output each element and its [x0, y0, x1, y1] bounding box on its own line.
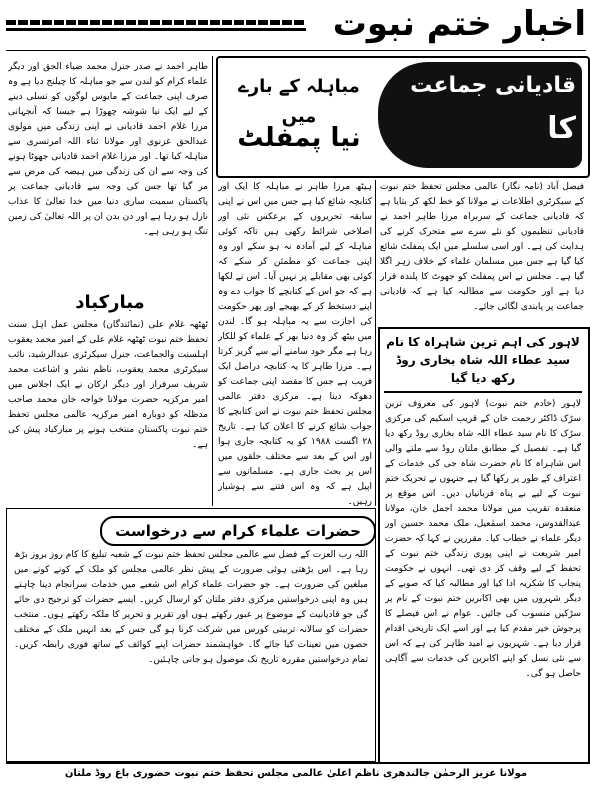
- congrats-heading: مبارکباد: [75, 292, 145, 313]
- column-rule-middle: [375, 180, 376, 506]
- headline-line-2: کا: [547, 111, 576, 146]
- appeal-title: حضرات علماء کرام سے درخواست: [115, 522, 361, 540]
- congrats-text: ٹھٹھہ غلام علی (نمائندگان) مجلس عمل اہل سنت تحفظ ختم نبوت ٹھٹھہ غلام علی کے امیر محمد یعقوب اہلسنت والجماعت، جنرل سیکرٹری عبدالرشید، نائب سیکرٹری محمد یعقوب، ناظم نشر و اشاعت محمد شریف سرفراز اور دیگر ارکان نے ایک اجلاس میں امیر مرکزیہ حضرت مولانا خواجہ خان محمد صاحب مدظلہ کو دوبارہ امیر مرکزیہ عالمی مجلس تحفظ ختم نبوت پاکستان منتخب ہونے پر مبارکباد پیش کی ہے۔: [8, 320, 208, 450]
- right-article: [380, 180, 584, 320]
- masthead-divider: [6, 50, 586, 51]
- headline-box: [216, 56, 590, 178]
- appeal-title-box: [100, 516, 376, 546]
- middle-article: [218, 180, 372, 506]
- road-article-text: لاہور (خادم ختم نبوت) لاہور کی معروف ترین سڑک ڈاکٹر رحمت خان کے قریب اسکیم کی مرکزی سڑک کا نام سید عطاء اللہ شاہ بخاری روڈ رکھ دیا گیا ہے۔ تفصیل کے مطابق ملتان روڈ سے ملتے والی اس شاہراہ کا نام حضرت شاہ جی کی خدمات کے اعتراف کے طور پر رکھا گیا ہے جنہوں نے تحریک ختم نبوت کے لیے بے پناہ قربانیاں دیں۔ اس موقع پر منعقدہ تقریب میں مولانا محمد اجمل خان، مولانا عبدالقدوس، محمد اسمٰعیل، ملک محمد حسین اور دیگر علماء نے خطاب کیا۔ مقررین نے کہا کہ حضرت امیر شریعت نے اپنی پوری زندگی ختم نبوت کے تحفظ کے لیے وقف کر دی تھی۔ انہوں نے حکومت پنجاب کا شکریہ ادا کیا اور مطالبہ کیا کہ صوبے کے دیگر شہروں میں بھی اکابرین ختم نبوت کے نام پر سڑکیں منسوب کی جائیں۔ عوام نے اس فیصلے کا پرجوش خیر مقدم کیا ہے اور اسے ایک تاریخی اقدام قرار دیا ہے۔ شہریوں نے امید ظاہر کی ہے کہ اس سے نئی نسل کو اپنے اکابرین کی خدمات سے آگاہی حاصل ہو گی۔: [385, 399, 581, 679]
- road-headline: لاہور کی اہم ترین شاہراہ کا نام سید عطاء اللہ شاہ بخاری روڈ رکھ دیا گیا: [386, 335, 580, 385]
- masthead-rule-thin: [6, 28, 306, 31]
- middle-article-text: ہیٹھ مرزا طاہر نے مباہلہ کا ایک اور کتابچہ شائع کیا ہے جس میں اس نے اپنی سابقہ تحریروں کے برعکس نئی اور اصلاحی شرائط رکھی ہیں تاکہ کوئی مباہلہ کے لیے آمادہ نہ ہو سکے اور وہ اپنی جماعت کو مطمئن کر سکے کہ کوئی بھی مقابلے پر نہیں آیا۔ اس نے لکھا ہے کہ جو اس کے کتابچے کا جواب دے وہ اپنے دستخط کر کے بھیجے اور پھر حکومت کی اجازت سے یہ مباہلہ ہو گا۔ لندن میں بیٹھ کر وہ دنیا بھر کے علماء کو للکار رہا ہے مگر خود سامنے آنے سے گریز کرتا ہے۔ مرزا طاہر کا یہ کتابچہ دراصل ایک فریب ہے جس کا مقصد اپنی جماعت کو دھوکہ دینا ہے۔ مرکزی دفتر عالمی مجلس تحفظ ختم نبوت نے اس کتابچے کا جواب شائع کرنے کا اعلان کیا ہے۔ تاریخ ۲۸ اگست ۱۹۸۸ کو یہ کتابچہ جاری ہوا اور اس کے بعد سے مختلف حلقوں میں اس پر بحث جاری ہے۔ مسلمانوں سے اپیل ہے کہ وہ اس فتنے سے ہوشیار رہیں۔: [218, 182, 372, 506]
- left-article: [8, 60, 208, 282]
- headline-line-3: مباہلہ کے بارے میں: [238, 76, 360, 127]
- road-news-box: [378, 327, 590, 764]
- appeal-text: اللہ رب العزت کے فضل سے عالمی مجلس تحفظ ختم نبوت کے شعبہ تبلیغ کا کام روز بروز بڑھ رہا ہے۔ اس بڑھتی ہوئی ضرورت کے پیش نظر عالمی مجلس کو ملک کے کونے کونے میں مبلغین کی ضرورت ہے۔ جو حضرات علماء کرام اس شعبے میں خدمات سرانجام دینا چاہتے ہیں وہ اپنی درخواستیں مرکزی دفتر ملتان کو ارسال کریں۔ ایسے حضرات کو ترجیح دی جائے گی جو قادیانیت کے موضوع پر عبور رکھتے ہوں اور تقریر و تحریر کا ملکہ رکھتے ہوں۔ منتخب حضرات کو سالانہ تربیتی کورس میں شرکت کرنا ہو گی جس کے بعد انہیں ملک کے مختلف حصوں میں تعینات کیا جائے گا۔ خواہشمند حضرات اپنے کوائف کے ساتھ فوری رابطہ کریں۔ تمام درخواستیں مقررہ تاریخ تک موصول ہو جانی چاہئیں۔: [14, 550, 368, 665]
- left-article-text: طاہر احمد نے صدر جنرل محمد ضیاء الحق اور دیگر علماء کرام کو لندن سے جو مباہلہ کا چیلنج دیا ہے وہ صرف اپنی جماعت کے مایوس لوگوں کو تسلی دینے کے لیے ایک نیا شوشہ چھوڑا ہے جیسا کہ آنجہانی مرزا غلام احمد قادیانی نے اپنی زندگی میں مولوی عبدالحق غزنوی اور مولانا ثناء اللہ امرتسری سے مباہلہ کیا تھا۔ اور مرزا غلام احمد قادیانی جھوٹا ہونے کی وجہ سے ان کی زندگی میں ہیضہ کی مرض سے مر گیا تھا جس کی وجہ سے قادیانی جماعت پر پاکستان سمیت ساری دنیا میں خدا تعالیٰ کا عذاب نازل ہو رہا ہے اور دن بدن ان پر اللہ تعالیٰ کی زمین تنگ ہو رہی ہے۔: [8, 62, 208, 237]
- congrats-article: [8, 318, 208, 504]
- footer-credit: مولانا عزیز الرحمٰن جالندھری ناظم اعلیٰ عالمی مجلس تحفظ ختم نبوت حضوری باغ روڈ ملتان: [6, 762, 586, 784]
- headline-line-1: قادیانی جماعت: [410, 73, 576, 98]
- headline-line-4: نیا پمفلٹ: [237, 123, 361, 153]
- road-article: [385, 397, 581, 757]
- right-article-text: فیصل آباد (نامہ نگار) عالمی مجلس تحفظ ختم نبوت کے سیکرٹری اطلاعات نے مولانا کو خط لکھ کر بتایا ہے کہ قادیانی جماعت کے سربراہ مرزا طاہر احمد نے قادیانی تنظیموں کو نئے سرے سے متحرک کرنے کی ہدایت کی ہے۔ اور اسی سلسلے میں ایک پمفلٹ شائع کیا گیا ہے جس میں مسلمان علماء کے خلاف زہر اگلا گیا ہے۔ مجلس نے اس پمفلٹ کو جھوٹ کا پلندہ قرار دیا ہے اور حکومت سے مطالبہ کیا ہے کہ قادیانی جماعت پر پابندی لگائی جائے۔: [380, 182, 584, 312]
- road-headline-rule: [384, 391, 582, 393]
- appeal-article: [14, 548, 368, 756]
- masthead-title: اخبار ختم نبوت: [332, 4, 586, 44]
- masthead: [0, 0, 590, 50]
- masthead-rule: [6, 20, 306, 25]
- column-rule-left: [212, 56, 213, 506]
